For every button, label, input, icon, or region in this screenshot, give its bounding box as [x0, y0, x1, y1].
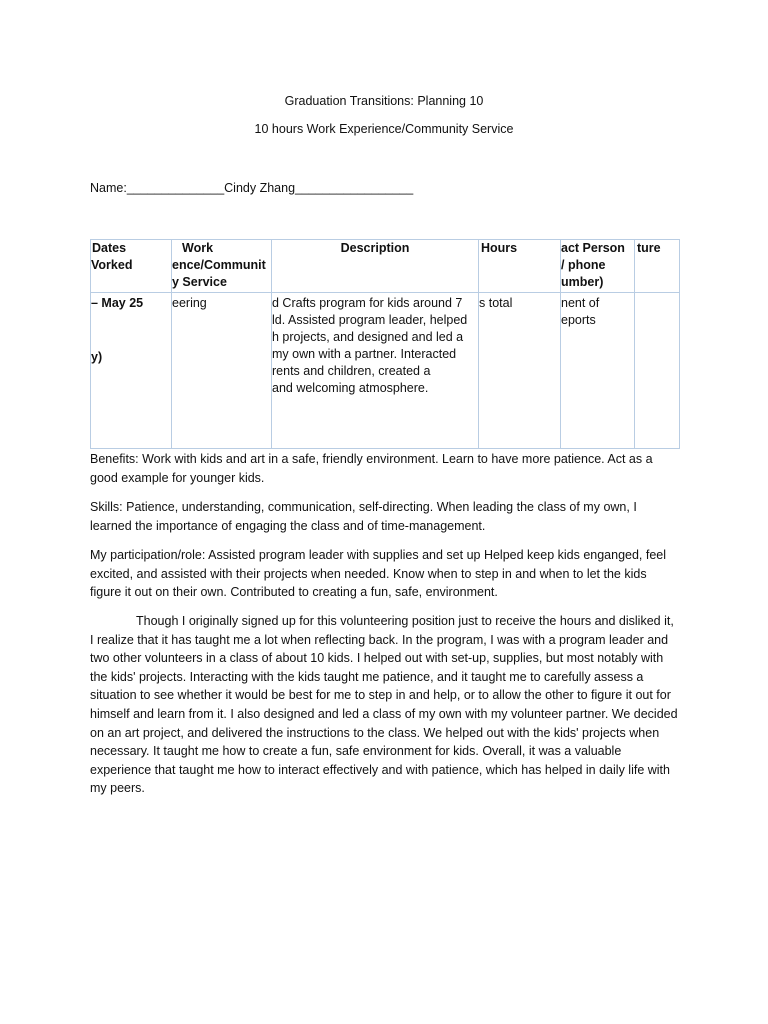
- cell-description: d Crafts program for kids around 7 ld. Assisted program leader, helped h projects, and designed and led a my own with a partner. Interacted rents and children, created a and welcoming atmosphere.: [272, 293, 479, 449]
- cell-dates: – May 25 y): [91, 293, 172, 449]
- header-dates: Dates Vorked: [91, 240, 172, 293]
- header-signature: ture: [635, 240, 680, 293]
- cell-hours: s total: [479, 293, 561, 449]
- table-header-row: [91, 240, 680, 293]
- benefits-paragraph: Benefits: Work with kids and art in a safe, friendly environment. Learn to have more patience. Act as a good example for younger kids.: [90, 452, 653, 485]
- header-description: Description: [272, 240, 479, 293]
- work-experience-table: [90, 239, 680, 449]
- document-subtitle: 10 hours Work Experience/Community Service: [254, 122, 514, 136]
- header-hours: Hours: [479, 240, 561, 293]
- cell-contact: nent of eports: [561, 293, 635, 449]
- table-row: [91, 293, 680, 449]
- skills-paragraph: Skills: Patience, understanding, communication, self-directing. When leading the class of my own, I learned the importance of engaging the class and of time-management.: [90, 500, 637, 533]
- header-work: Work ence/Communit y Service: [172, 240, 272, 293]
- header-contact-person: act Person / phone umber): [561, 240, 635, 293]
- reflection-text: Though I originally signed up for this volunteering position just to receive the hours and disliked it, I realize that it has taught me a lot when reflecting back. In the program, I was with a program leader and two other volunteers in a class of about 10 kids. I helped out with set-up, supplies, but most notably with the kids' projects. Interacting with the kids taught me patience, and it taught me to carefully assess a situation to see whether it would be best for me to step in and help, or to allow the other to figure it out for himself and learn from it. I also designed and led a class of my own with my volunteer partner. We decided on an art project, and delivered the instructions to the class. We helped out with the kids' projects when necessary. It taught me how to create a fun, safe environment for kids. Overall, it was a valuable experience that taught me how to interact effectively and with patience, which has helped in daily life with my peers.: [90, 614, 678, 796]
- reflection-paragraph: [90, 612, 680, 798]
- cell-signature: [635, 293, 680, 449]
- role-paragraph: My participation/role: Assisted program leader with supplies and set up Helped keep kids enganged, feel excited, and assisted with their projects when needed. Know when to step in and when to let the kids figure it out on their own. Contributed to creating a fun, safe, environment.: [90, 548, 667, 600]
- document-title: Graduation Transitions: Planning 10: [284, 94, 484, 108]
- name-line: Name:______________Cindy Zhang_________________: [90, 181, 414, 195]
- cell-work: eering: [172, 293, 272, 449]
